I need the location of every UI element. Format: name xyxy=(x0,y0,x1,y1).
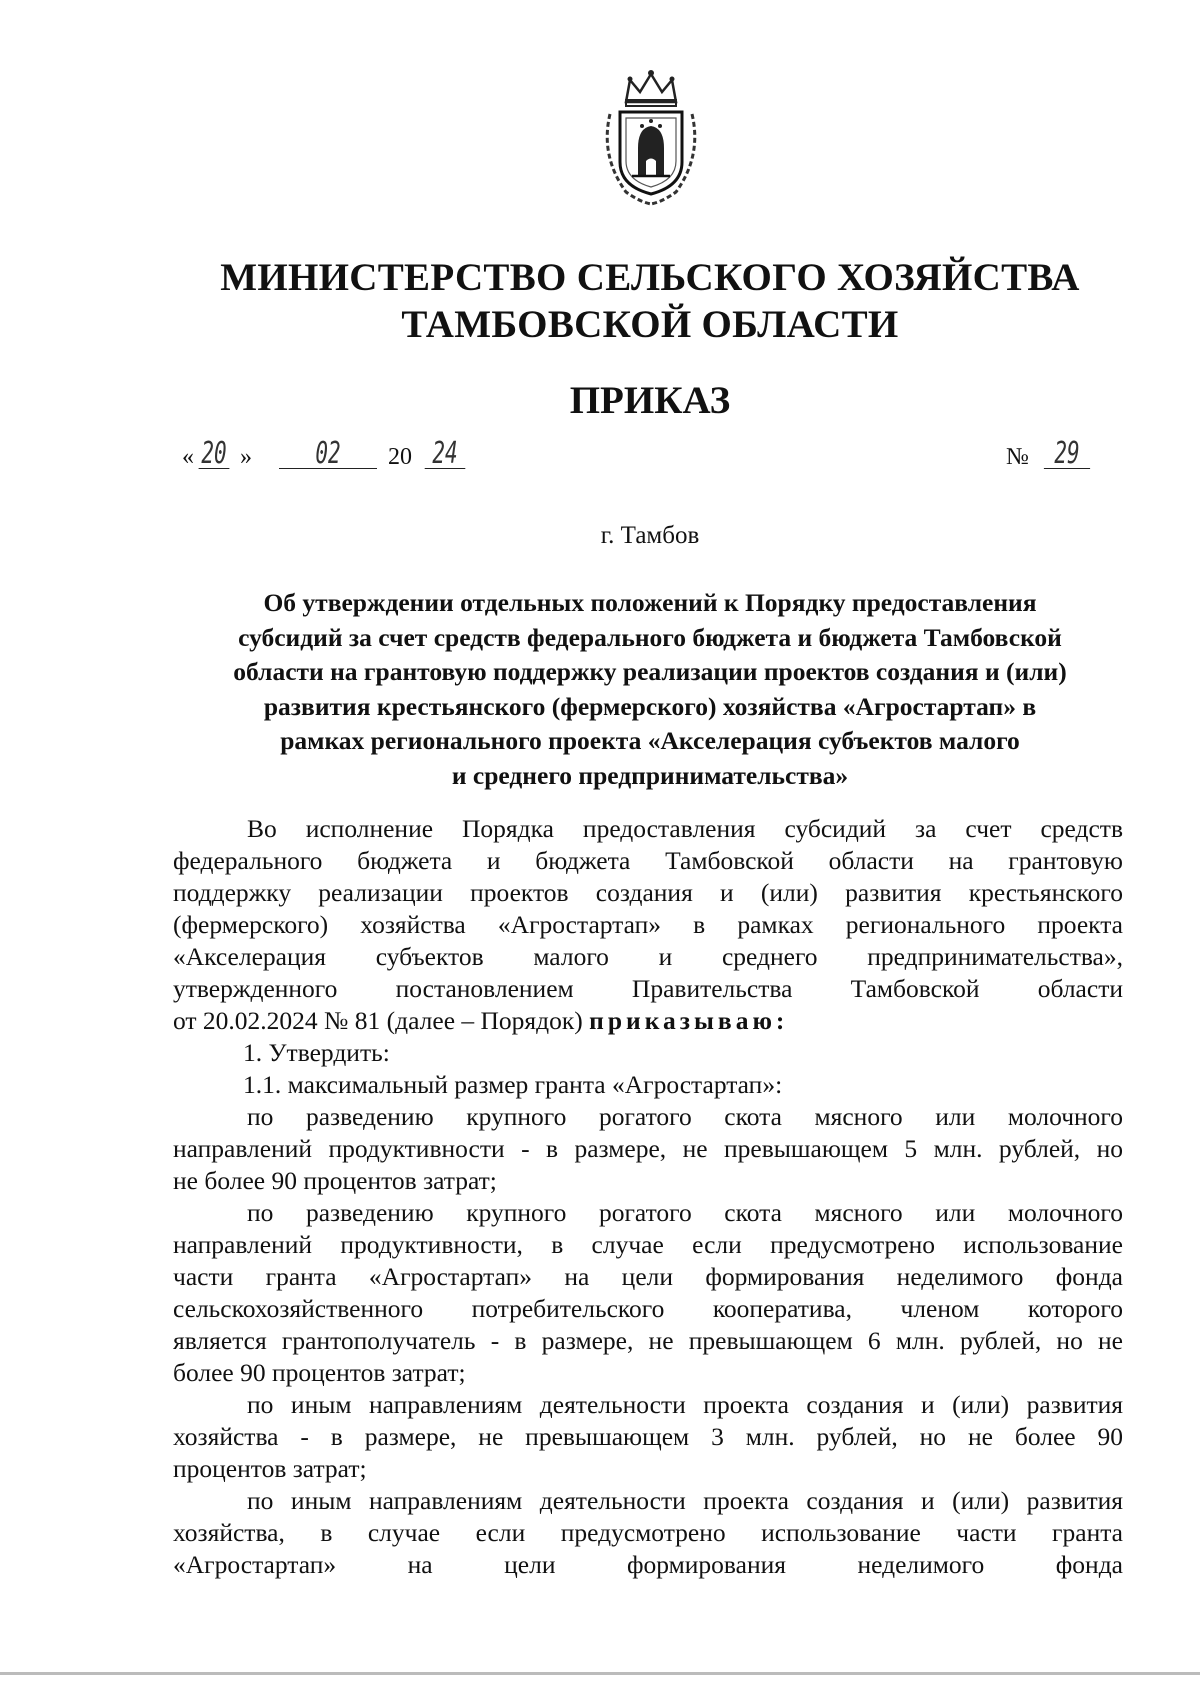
subject-line: рамках регионального проекта «Акселерация субъектов малого xyxy=(280,726,1020,755)
item-1-1: 1.1. максимальный размер гранта «Агростартап»: xyxy=(243,1070,783,1099)
body-line: направлений продуктивности, в случае если предусмотрено использование xyxy=(173,1230,1123,1259)
order-subject xyxy=(170,586,1130,793)
date-close-quote: » xyxy=(240,444,252,470)
body-line: не более 90 процентов затрат; xyxy=(173,1166,497,1195)
body-line: части гранта «Агростартап» на цели формирования неделимого фонда xyxy=(173,1262,1123,1291)
body-line: «Агростартап» на цели формирования неделимого фонда xyxy=(173,1550,1123,1579)
body-line: по иным направлениям деятельности проекта создания и (или) развития xyxy=(247,1486,1123,1515)
ministry-name-line1: МИНИСТЕРСТВО СЕЛЬСКОГО ХОЗЯЙСТВА xyxy=(220,256,1080,299)
date-month: 02 xyxy=(279,440,377,469)
body-line: по иным направлениям деятельности проекта создания и (или) развития xyxy=(247,1390,1123,1419)
body-line: является грантополучатель - в размере, не превышающем 6 млн. рублей, но не xyxy=(173,1326,1123,1355)
ministry-name xyxy=(150,254,1150,348)
body-line: хозяйства - в размере, не превышающем 3 млн. рублей, но не более 90 xyxy=(173,1422,1123,1451)
body-line: федерального бюджета и бюджета Тамбовской области на грантовую xyxy=(173,846,1123,875)
body-line: сельскохозяйственного потребительского кооператива, членом которого xyxy=(173,1294,1123,1323)
number-label: № xyxy=(1006,444,1029,470)
date-year-prefix: 20 xyxy=(388,444,412,470)
item-1: 1. Утвердить: xyxy=(243,1038,390,1067)
date-day: 20 xyxy=(199,440,230,469)
document-type-title: ПРИКАЗ xyxy=(569,379,731,422)
body-line: «Акселерация субъектов малого и среднего предпринимательства», xyxy=(173,942,1123,971)
body-line-text: от 20.02.2024 № 81 (далее – Порядок) xyxy=(173,1006,583,1035)
order-word: приказываю: xyxy=(589,1006,789,1035)
body-line: (фермерского) хозяйства «Агростартап» в рамках регионального проекта xyxy=(173,910,1123,939)
body-line: Во исполнение Порядка предоставления субсидий за счет средств xyxy=(247,814,1123,843)
subject-line: субсидий за счет средств федерального бюджета и бюджета Тамбовской xyxy=(238,622,1062,652)
body-line: по разведению крупного рогатого скота мясного или молочного xyxy=(247,1102,1123,1131)
date-year-suffix: 24 xyxy=(425,440,466,469)
body-line: утвержденного постановлением Правительства Тамбовской области xyxy=(173,974,1123,1003)
date-number-row xyxy=(182,436,1102,484)
body-line: по разведению крупного рогатого скота мясного или молочного xyxy=(247,1198,1123,1227)
date-open-quote: « xyxy=(182,444,194,470)
subject-line: развития крестьянского (фермерского) хозяйства «Агростартап» в xyxy=(263,691,1037,721)
document-number: 29 xyxy=(1044,440,1090,469)
coat-of-arms-emblem xyxy=(596,66,706,206)
ministry-name-line2: ТАМБОВСКОЙ ОБЛАСТИ xyxy=(401,303,899,346)
body-line: более 90 процентов затрат; xyxy=(173,1358,466,1387)
scan-bottom-edge xyxy=(0,1672,1200,1675)
subject-line: и среднего предпринимательства» xyxy=(451,760,849,790)
body-line xyxy=(173,1005,1123,1037)
city-line: г. Тамбов xyxy=(600,522,700,549)
order-body xyxy=(173,813,1123,1581)
body-line: хозяйства, в случае если предусмотрено использование части гранта xyxy=(173,1518,1123,1547)
subject-line: области на грантовую поддержку реализации проектов создания и (или) xyxy=(233,657,1067,686)
subject-line: Об утверждении отдельных положений к Порядку предоставления xyxy=(263,588,1037,617)
body-line: поддержку реализации проектов создания и (или) развития крестьянского xyxy=(173,878,1123,907)
body-line: направлений продуктивности - в размере, не превышающем 5 млн. рублей, но xyxy=(173,1134,1123,1163)
body-line: процентов затрат; xyxy=(173,1454,367,1483)
